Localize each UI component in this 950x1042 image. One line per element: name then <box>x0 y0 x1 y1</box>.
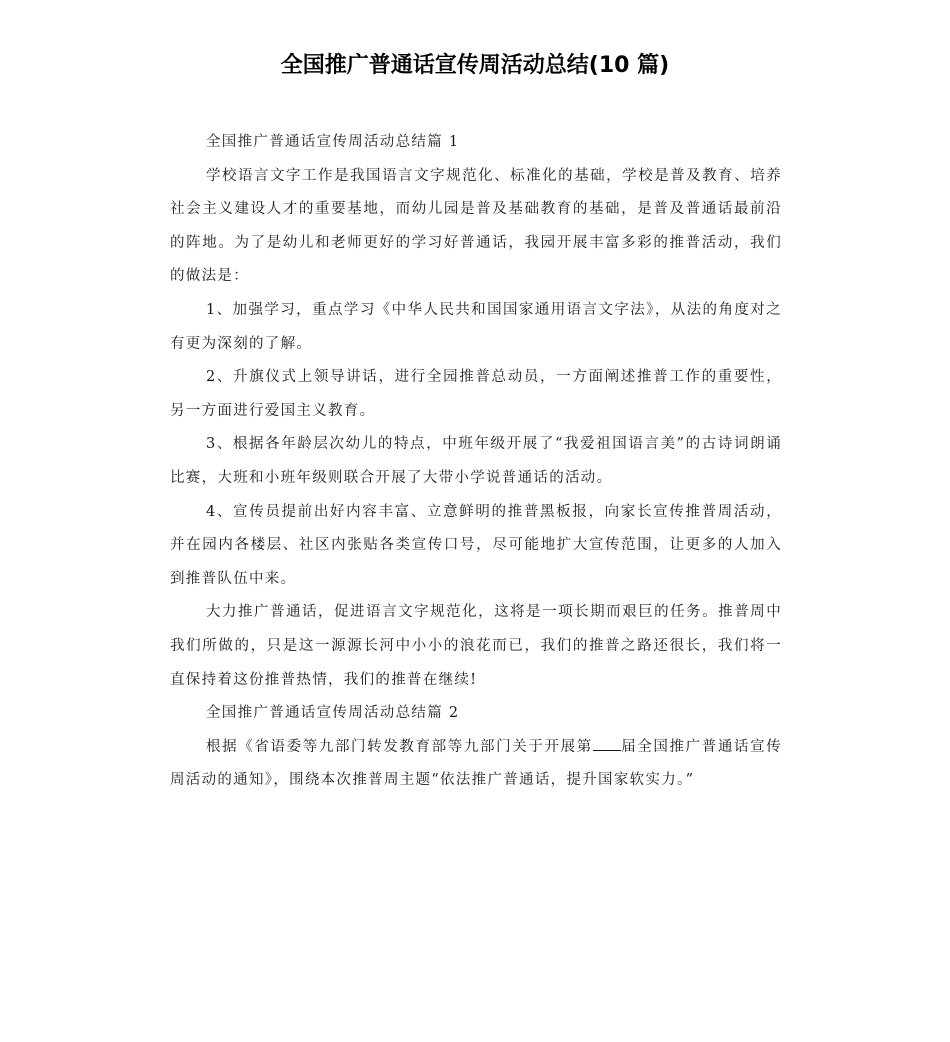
fill-in-blank <box>593 735 621 751</box>
section-1-heading: 全国推广普通话宣传周活动总结篇 1 <box>206 134 460 150</box>
section-2-paragraph <box>170 731 782 798</box>
section-1-item-4: 4、宣传员提前出好内容丰富、立意鲜明的推普黑板报，向家长宣传推普周活动，并在园内各楼层、社区内张贴各类宣传口号，尽可能地扩大宣传范围，让更多的人加入到推普队伍中来。 <box>170 503 782 587</box>
section-1-item-1: 1、加强学习，重点学习《中华人民共和国国家通用语言文字法》，从法的角度对之有更为深刻的了解。 <box>170 301 782 352</box>
document-title: 全国推广普通话宣传周活动总结(10 篇) <box>280 53 670 78</box>
section-1-item-3: 3、根据各年龄层次幼儿的特点，中班年级开展了“我爱祖国语言美”的古诗词朗诵比赛，大班和小班年级则联合开展了大带小学说普通话的活动。 <box>170 436 782 486</box>
section-1-intro-paragraph: 学校语言文字工作是我国语言文字规范化、标准化的基础，学校是普及教育、培养社会主义建设人才的重要基地，而幼儿园是普及基础教育的基础，是普及普通话最前沿的阵地。为了是幼儿和老师更好的学习好普通话，我园开展丰富多彩的推普活动，我们的做法是： <box>170 167 782 285</box>
section-2-text-after-blank: 届全国推广普通话宣传周活动的通知》，围绕本次推普周主题“依法推广普通话，提升国家软实力。” <box>170 738 783 789</box>
section-2-text-before-blank: 根据《省语委等九部门转发教育部等九部门关于开展第 <box>206 738 593 755</box>
section-1-conclusion-paragraph: 大力推广普通话，促进语言文字规范化，这将是一项长期而艰巨的任务。推普周中我们所做的，只是这一源源长河中小小的浪花而已，我们的推普之路还很长，我们将一直保持着这份推普热情，我们的推普在继续! <box>170 604 782 688</box>
section-1-item-2: 2、升旗仪式上领导讲话，进行全园推普总动员，一方面阐述推普工作的重要性，另一方面进行爱国主义教育。 <box>170 369 782 419</box>
document-body <box>170 126 782 798</box>
section-2-heading: 全国推广普通话宣传周活动总结篇 2 <box>206 705 460 722</box>
